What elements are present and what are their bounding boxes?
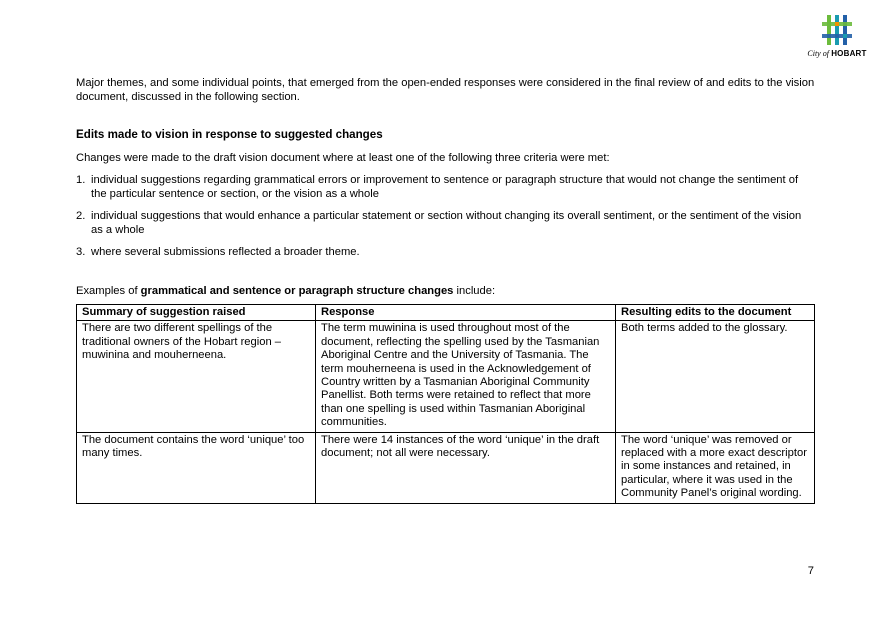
table-row	[77, 321, 815, 432]
column-header-resulting-edits: Resulting edits to the document	[616, 305, 815, 321]
city-of-hobart-logo	[803, 14, 871, 62]
table-header-row	[77, 305, 815, 321]
column-header-response: Response	[316, 305, 616, 321]
criteria-lead: Changes were made to the draft vision document where at least one of the following three criteria were met:	[76, 152, 610, 164]
examples-suffix: include:	[453, 285, 496, 297]
column-header-summary: Summary of suggestion raised	[77, 305, 316, 321]
list-number: 2.	[76, 210, 86, 222]
examples-intro	[76, 284, 816, 298]
table-cell: The document contains the word ‘unique’ too many times.	[77, 432, 316, 503]
hobart-logo-mark-icon	[821, 14, 853, 46]
page-number: 7	[807, 565, 814, 577]
list-number: 1.	[76, 174, 86, 186]
changes-table	[76, 304, 815, 504]
list-item-text: individual suggestions that would enhance a particular statement or section without changing its overall sentiment, or the sentiment of the vision as a whole	[91, 210, 802, 236]
examples-bold: grammatical and sentence or paragraph structure changes	[140, 285, 454, 297]
list-number: 3.	[76, 246, 86, 258]
intro-paragraph: Major themes, and some individual points, that emerged from the open-ended responses were considered in the final review of and edits to the vision document, discussed in the following section.	[76, 77, 815, 103]
table-cell: There are two different spellings of the traditional owners of the Hobart region – muwinina and mouherneena.	[77, 321, 316, 432]
list-item-text: individual suggestions regarding grammatical errors or improvement to sentence or paragraph structure that would not change the sentiment of the particular sentence or section, or the vision as a whole	[91, 174, 799, 200]
logo-hobart-text: HOBART	[831, 49, 867, 58]
table-cell: The word ‘unique’ was removed or replaced with a more exact descriptor in some instances and retained, in particular, where it was used in the Community Panel’s original wording.	[616, 432, 815, 503]
document-body	[76, 76, 816, 504]
list-item	[76, 209, 816, 237]
table-cell: Both terms added to the glossary.	[616, 321, 815, 432]
list-item-text: where several submissions reflected a broader theme.	[91, 246, 360, 258]
table-cell: The term muwinina is used throughout most of the document, reflecting the spelling used by the Tasmanian Aboriginal Centre and the University of Tasmania. The term mouherneena is used in the Acknowledgement of Country written by a Tasmanian Aboriginal Community Panellist. Both terms were retained to reflect that more than one spelling is used within Tasmanian Aboriginal communities.	[316, 321, 616, 432]
examples-prefix: Examples of	[76, 285, 141, 297]
criteria-list	[76, 173, 816, 259]
section-heading: Edits made to vision in response to suggested changes	[76, 128, 383, 141]
table-cell: There were 14 instances of the word ‘unique’ in the draft document; not all were necessary.	[316, 432, 616, 503]
list-item	[76, 173, 816, 201]
table-row	[77, 432, 815, 503]
list-item	[76, 245, 816, 259]
logo-city-text: City of	[807, 49, 829, 58]
